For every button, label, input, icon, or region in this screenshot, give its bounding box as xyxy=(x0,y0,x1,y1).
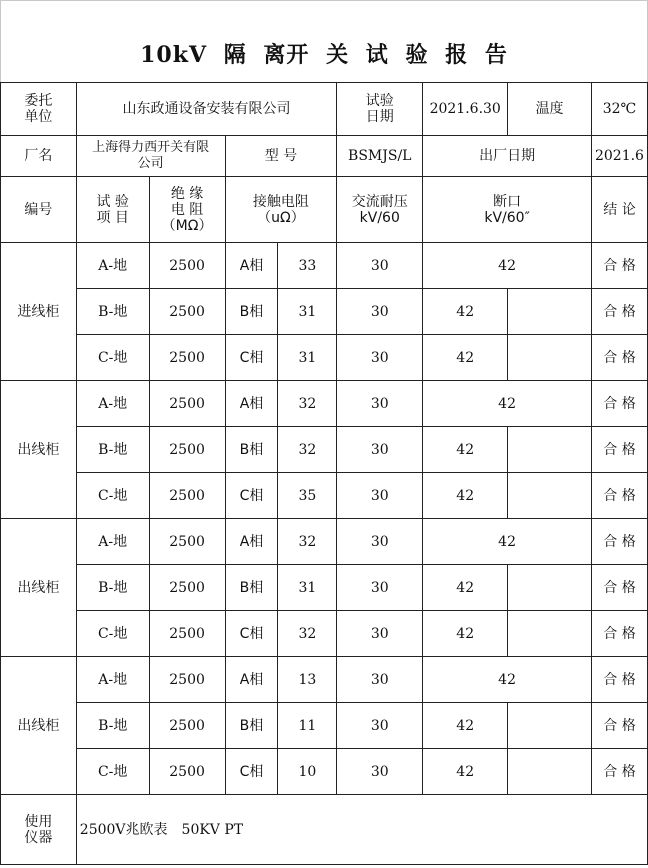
col-insulation-line: 绝 缘 xyxy=(170,185,204,202)
frame-top-line xyxy=(0,0,647,1)
temperature-value: 32℃ xyxy=(591,83,647,136)
temperature-label: 温度 xyxy=(508,83,592,136)
ac-withstand-value: 30 xyxy=(337,519,423,565)
table-row xyxy=(1,381,648,427)
contact-resistance-value: 11 xyxy=(278,703,337,749)
break-voltage-value: 42 xyxy=(423,519,592,565)
col-break-line: 断口 xyxy=(493,193,522,210)
test-date-label-line: 日期 xyxy=(365,109,394,125)
col-break-line: kV/60″ xyxy=(484,209,530,226)
phase-label: B相 xyxy=(225,703,278,749)
empty-cell xyxy=(508,565,592,611)
ac-withstand-value: 30 xyxy=(337,473,423,519)
ac-withstand-value: 30 xyxy=(337,381,423,427)
table-row xyxy=(1,657,648,703)
test-item: C-地 xyxy=(76,749,149,795)
contact-resistance-value: 32 xyxy=(278,427,337,473)
break-voltage-value: 42 xyxy=(423,289,508,335)
insulation-value: 2500 xyxy=(149,289,225,335)
factory-label: 厂名 xyxy=(1,136,77,177)
test-date-label-line: 试验 xyxy=(365,93,394,109)
test-date-label-cell xyxy=(337,83,423,136)
instruments-label-line: 仪器 xyxy=(24,829,53,846)
break-voltage-value: 42 xyxy=(423,335,508,381)
phase-label: A相 xyxy=(225,519,278,565)
break-voltage-value: 42 xyxy=(423,611,508,657)
ac-withstand-value: 30 xyxy=(337,243,423,289)
title-part: 关 xyxy=(326,42,350,68)
phase-label: A相 xyxy=(225,657,278,703)
report-title xyxy=(0,38,648,69)
break-voltage-value: 42 xyxy=(423,749,508,795)
test-item: B-地 xyxy=(76,703,149,749)
phase-label: B相 xyxy=(225,289,278,335)
insulation-value: 2500 xyxy=(149,749,225,795)
factory-value-line: 上海得力西开关有限 xyxy=(92,140,210,155)
contact-resistance-value: 32 xyxy=(278,381,337,427)
insulation-value: 2500 xyxy=(149,657,225,703)
result-value: 合 格 xyxy=(591,703,647,749)
title-part: 告 xyxy=(484,42,508,68)
ac-withstand-value: 30 xyxy=(337,335,423,381)
result-value: 合 格 xyxy=(591,749,647,795)
result-value: 合 格 xyxy=(591,611,647,657)
test-item: A-地 xyxy=(76,657,149,703)
contact-resistance-value: 35 xyxy=(278,473,337,519)
client-label-line: 委托 xyxy=(24,93,53,109)
col-ac-cell xyxy=(337,177,423,243)
ac-withstand-value: 30 xyxy=(337,427,423,473)
ac-withstand-value: 30 xyxy=(337,703,423,749)
insulation-value: 2500 xyxy=(149,381,225,427)
phase-label: A相 xyxy=(225,243,278,289)
table-row xyxy=(1,565,648,611)
insulation-value: 2500 xyxy=(149,427,225,473)
instruments-value: 2500V兆欧表 50KV PT xyxy=(76,795,647,865)
phase-label: B相 xyxy=(225,565,278,611)
result-value: 合 格 xyxy=(591,657,647,703)
title-part: 离开 xyxy=(263,42,310,68)
column-header-row xyxy=(1,177,648,243)
ac-withstand-value: 30 xyxy=(337,611,423,657)
cabinet-name: 出线柜 xyxy=(1,519,77,657)
test-item: A-地 xyxy=(76,519,149,565)
client-label-line: 单位 xyxy=(24,109,53,125)
contact-resistance-value: 31 xyxy=(278,335,337,381)
cabinet-name: 出线柜 xyxy=(1,381,77,519)
title-part: 隔 xyxy=(223,42,247,68)
result-value: 合 格 xyxy=(591,473,647,519)
table-row xyxy=(1,335,648,381)
report-table xyxy=(0,82,648,865)
insulation-value: 2500 xyxy=(149,243,225,289)
test-item: A-地 xyxy=(76,243,149,289)
test-item: B-地 xyxy=(76,427,149,473)
break-voltage-value: 42 xyxy=(423,473,508,519)
manufacture-date-value: 2021.6 xyxy=(591,136,647,177)
header-row-client xyxy=(1,83,648,136)
instruments-row xyxy=(1,795,648,865)
model-label: 型 号 xyxy=(225,136,337,177)
col-ac-line: 交流耐压 xyxy=(351,193,408,210)
phase-label: C相 xyxy=(225,611,278,657)
break-voltage-value: 42 xyxy=(423,381,592,427)
factory-value-cell xyxy=(76,136,225,177)
empty-cell xyxy=(508,427,592,473)
result-value: 合 格 xyxy=(591,335,647,381)
empty-cell xyxy=(508,473,592,519)
table-row xyxy=(1,289,648,335)
col-insulation-line: （MΩ） xyxy=(161,217,213,234)
ac-withstand-value: 30 xyxy=(337,657,423,703)
phase-label: A相 xyxy=(225,381,278,427)
table-row xyxy=(1,427,648,473)
col-ac-line: kV/60 xyxy=(359,209,400,226)
empty-cell xyxy=(508,335,592,381)
empty-cell xyxy=(508,703,592,749)
model-value: BSMJS/L xyxy=(337,136,423,177)
break-voltage-value: 42 xyxy=(423,427,508,473)
test-item: A-地 xyxy=(76,381,149,427)
test-item: C-地 xyxy=(76,473,149,519)
phase-label: B相 xyxy=(225,427,278,473)
test-date-value: 2021.6.30 xyxy=(423,83,508,136)
col-insulation-line: 电 阻 xyxy=(170,201,204,218)
header-row-factory xyxy=(1,136,648,177)
table-row xyxy=(1,611,648,657)
result-value: 合 格 xyxy=(591,381,647,427)
test-item: C-地 xyxy=(76,611,149,657)
insulation-value: 2500 xyxy=(149,519,225,565)
phase-label: C相 xyxy=(225,749,278,795)
phase-label: C相 xyxy=(225,335,278,381)
test-item: C-地 xyxy=(76,335,149,381)
col-contact-cell xyxy=(225,177,337,243)
instruments-label-cell xyxy=(1,795,77,865)
instruments-label-line: 使用 xyxy=(24,813,53,830)
col-number: 编号 xyxy=(1,177,77,243)
table-row xyxy=(1,473,648,519)
test-item: B-地 xyxy=(76,565,149,611)
title-part: 验 xyxy=(405,42,429,68)
break-voltage-value: 42 xyxy=(423,703,508,749)
empty-cell xyxy=(508,289,592,335)
factory-value-line: 公司 xyxy=(137,156,164,171)
empty-cell xyxy=(508,611,592,657)
break-voltage-value: 42 xyxy=(423,657,592,703)
insulation-value: 2500 xyxy=(149,473,225,519)
cabinet-name: 出线柜 xyxy=(1,657,77,795)
manufacture-date-label: 出厂日期 xyxy=(423,136,592,177)
break-voltage-value: 42 xyxy=(423,565,508,611)
phase-label: C相 xyxy=(225,473,278,519)
col-insulation-cell xyxy=(149,177,225,243)
contact-resistance-value: 10 xyxy=(278,749,337,795)
cabinet-name: 进线柜 xyxy=(1,243,77,381)
table-row xyxy=(1,703,648,749)
ac-withstand-value: 30 xyxy=(337,289,423,335)
insulation-value: 2500 xyxy=(149,703,225,749)
contact-resistance-value: 32 xyxy=(278,611,337,657)
col-item-line: 试 验 xyxy=(96,193,129,210)
insulation-value: 2500 xyxy=(149,611,225,657)
client-label-cell xyxy=(1,83,77,136)
table-row xyxy=(1,749,648,795)
ac-withstand-value: 30 xyxy=(337,565,423,611)
col-contact-line: （uΩ） xyxy=(257,209,305,226)
result-value: 合 格 xyxy=(591,519,647,565)
client-value: 山东政通设备安装有限公司 xyxy=(76,83,337,136)
break-voltage-value: 42 xyxy=(423,243,592,289)
contact-resistance-value: 31 xyxy=(278,289,337,335)
col-item-line: 项 目 xyxy=(96,209,129,226)
title-part: 报 xyxy=(445,42,469,68)
insulation-value: 2500 xyxy=(149,335,225,381)
col-break-cell xyxy=(423,177,592,243)
result-value: 合 格 xyxy=(591,289,647,335)
col-result: 结 论 xyxy=(591,177,647,243)
col-item-cell xyxy=(76,177,149,243)
result-value: 合 格 xyxy=(591,427,647,473)
contact-resistance-value: 13 xyxy=(278,657,337,703)
test-item: B-地 xyxy=(76,289,149,335)
empty-cell xyxy=(508,749,592,795)
contact-resistance-value: 32 xyxy=(278,519,337,565)
result-value: 合 格 xyxy=(591,565,647,611)
contact-resistance-value: 31 xyxy=(278,565,337,611)
title-part: 10kV xyxy=(140,42,208,68)
table-row xyxy=(1,243,648,289)
col-contact-line: 接触电阻 xyxy=(252,193,309,210)
contact-resistance-value: 33 xyxy=(278,243,337,289)
title-part: 试 xyxy=(365,42,389,68)
table-row xyxy=(1,519,648,565)
insulation-value: 2500 xyxy=(149,565,225,611)
result-value: 合 格 xyxy=(591,243,647,289)
ac-withstand-value: 30 xyxy=(337,749,423,795)
